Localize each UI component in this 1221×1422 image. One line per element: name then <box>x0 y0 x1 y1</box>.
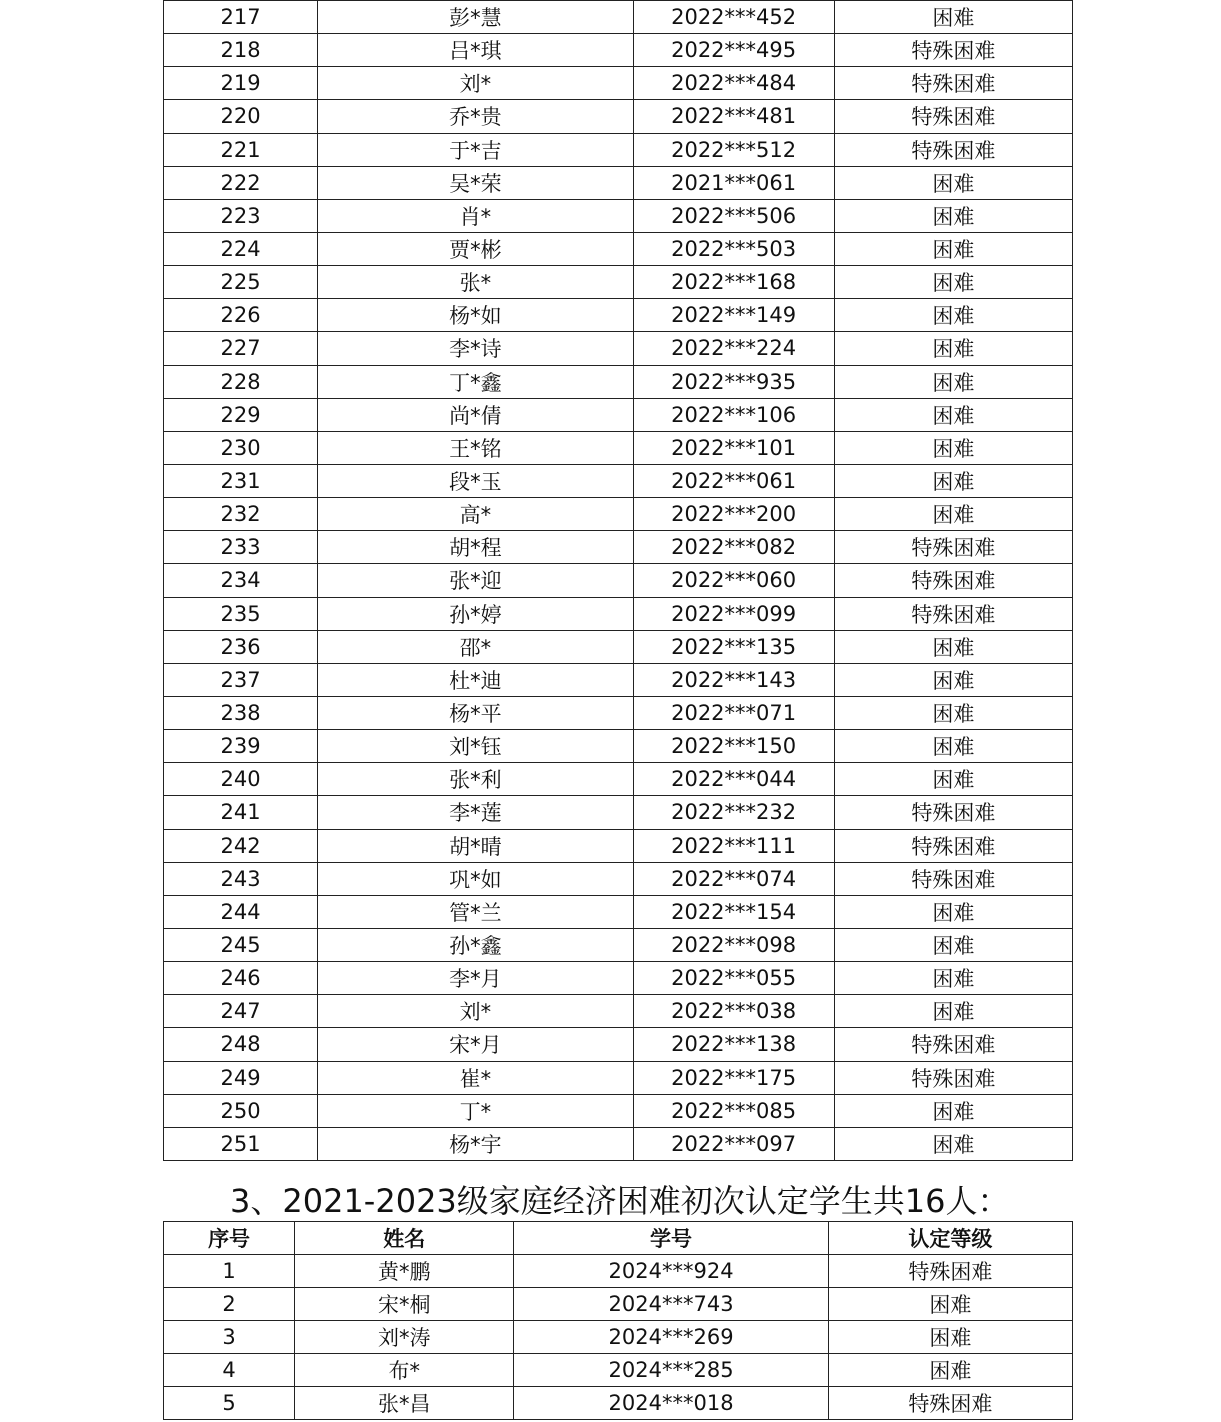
section-heading: 3、2021-2023级家庭经济困难初次认定学生共16人： <box>230 1182 1010 1220</box>
table-row <box>164 431 1073 464</box>
table-row <box>164 862 1073 895</box>
cell-recognition-level: 困难 <box>834 431 1072 464</box>
cell-student-id: 2022***935 <box>633 365 834 398</box>
cell-serial-number: 247 <box>164 995 318 1028</box>
cell-student-id: 2022***060 <box>633 564 834 597</box>
cell-name: 肖* <box>318 199 633 232</box>
cell-name: 张*迎 <box>318 564 633 597</box>
cell-recognition-level: 困难 <box>834 1 1072 34</box>
table-row <box>164 166 1073 199</box>
cell-name: 张*昌 <box>295 1387 514 1420</box>
cell-student-id: 2022***061 <box>633 464 834 497</box>
cell-name: 丁* <box>318 1094 633 1127</box>
table-row <box>164 928 1073 961</box>
cell-recognition-level: 困难 <box>834 730 1072 763</box>
cell-student-id: 2022***074 <box>633 862 834 895</box>
cell-name: 杨*宇 <box>318 1127 633 1160</box>
header-recognition-level: 认定等级 <box>828 1222 1072 1255</box>
cell-name: 李*月 <box>318 962 633 995</box>
cell-student-id: 2022***512 <box>633 133 834 166</box>
cell-recognition-level: 困难 <box>834 232 1072 265</box>
cell-recognition-level: 困难 <box>834 166 1072 199</box>
cell-serial-number: 220 <box>164 100 318 133</box>
cell-recognition-level: 特殊困难 <box>828 1387 1072 1420</box>
table-row <box>164 1094 1073 1127</box>
cell-recognition-level: 特殊困难 <box>834 34 1072 67</box>
table-row <box>164 730 1073 763</box>
table-row <box>164 199 1073 232</box>
cell-name: 刘*钰 <box>318 730 633 763</box>
cell-serial-number: 240 <box>164 763 318 796</box>
cell-student-id: 2022***224 <box>633 332 834 365</box>
cell-serial-number: 226 <box>164 299 318 332</box>
cell-name: 彭*慧 <box>318 1 633 34</box>
cell-student-id: 2022***044 <box>633 763 834 796</box>
table-row <box>164 1127 1073 1160</box>
cell-name: 段*玉 <box>318 464 633 497</box>
cell-recognition-level: 困难 <box>834 928 1072 961</box>
cell-serial-number: 3 <box>164 1321 295 1354</box>
cell-serial-number: 225 <box>164 266 318 299</box>
student-table-continued <box>163 0 1073 1161</box>
table-row <box>164 1288 1073 1321</box>
cell-recognition-level: 特殊困难 <box>834 597 1072 630</box>
cell-serial-number: 241 <box>164 796 318 829</box>
cell-recognition-level: 特殊困难 <box>834 67 1072 100</box>
table-row <box>164 895 1073 928</box>
table-row <box>164 1255 1073 1288</box>
cell-name: 尚*倩 <box>318 398 633 431</box>
cell-name: 乔*贵 <box>318 100 633 133</box>
cell-name: 宋*桐 <box>295 1288 514 1321</box>
initial-recognition-table <box>163 1221 1073 1420</box>
cell-serial-number: 222 <box>164 166 318 199</box>
table-header <box>164 1222 1073 1255</box>
cell-recognition-level: 困难 <box>834 995 1072 1028</box>
cell-recognition-level: 特殊困难 <box>834 1061 1072 1094</box>
cell-name: 张* <box>318 266 633 299</box>
table-row <box>164 266 1073 299</box>
cell-serial-number: 217 <box>164 1 318 34</box>
cell-serial-number: 238 <box>164 696 318 729</box>
table-row <box>164 232 1073 265</box>
cell-student-id: 2022***150 <box>633 730 834 763</box>
cell-recognition-level: 困难 <box>834 1127 1072 1160</box>
table-row <box>164 962 1073 995</box>
table-row <box>164 1061 1073 1094</box>
cell-name: 巩*如 <box>318 862 633 895</box>
cell-recognition-level: 特殊困难 <box>834 100 1072 133</box>
initial-recognition-table-body <box>164 1255 1073 1420</box>
cell-recognition-level: 困难 <box>834 266 1072 299</box>
cell-student-id: 2022***484 <box>633 67 834 100</box>
table-row <box>164 531 1073 564</box>
cell-name: 黄*鹏 <box>295 1255 514 1288</box>
cell-serial-number: 2 <box>164 1288 295 1321</box>
table-row <box>164 829 1073 862</box>
cell-name: 李*诗 <box>318 332 633 365</box>
cell-student-id: 2022***099 <box>633 597 834 630</box>
cell-recognition-level: 困难 <box>834 299 1072 332</box>
table-row <box>164 796 1073 829</box>
cell-name: 孙*鑫 <box>318 928 633 961</box>
cell-serial-number: 248 <box>164 1028 318 1061</box>
cell-name: 杨*如 <box>318 299 633 332</box>
cell-recognition-level: 特殊困难 <box>834 564 1072 597</box>
cell-serial-number: 5 <box>164 1387 295 1420</box>
cell-serial-number: 242 <box>164 829 318 862</box>
cell-recognition-level: 困难 <box>834 365 1072 398</box>
cell-serial-number: 232 <box>164 498 318 531</box>
cell-serial-number: 219 <box>164 67 318 100</box>
cell-student-id: 2022***481 <box>633 100 834 133</box>
table-row <box>164 696 1073 729</box>
cell-serial-number: 244 <box>164 895 318 928</box>
cell-serial-number: 251 <box>164 1127 318 1160</box>
cell-name: 布* <box>295 1354 514 1387</box>
table-row <box>164 763 1073 796</box>
cell-name: 宋*月 <box>318 1028 633 1061</box>
header-student-id: 学号 <box>514 1222 828 1255</box>
cell-name: 杨*平 <box>318 696 633 729</box>
cell-name: 杜*迪 <box>318 663 633 696</box>
cell-name: 孙*婷 <box>318 597 633 630</box>
table-row <box>164 299 1073 332</box>
header-row <box>164 1222 1073 1255</box>
header-serial-number: 序号 <box>164 1222 295 1255</box>
cell-student-id: 2024***285 <box>514 1354 828 1387</box>
cell-serial-number: 223 <box>164 199 318 232</box>
cell-serial-number: 227 <box>164 332 318 365</box>
table-row <box>164 995 1073 1028</box>
cell-serial-number: 250 <box>164 1094 318 1127</box>
cell-serial-number: 218 <box>164 34 318 67</box>
cell-recognition-level: 困难 <box>834 895 1072 928</box>
cell-recognition-level: 困难 <box>834 398 1072 431</box>
cell-name: 胡*晴 <box>318 829 633 862</box>
cell-serial-number: 243 <box>164 862 318 895</box>
student-table-continued-body <box>164 1 1073 1161</box>
cell-serial-number: 4 <box>164 1354 295 1387</box>
table-row <box>164 100 1073 133</box>
cell-student-id: 2022***055 <box>633 962 834 995</box>
cell-recognition-level: 困难 <box>834 199 1072 232</box>
cell-serial-number: 1 <box>164 1255 295 1288</box>
table-row <box>164 1321 1073 1354</box>
cell-student-id: 2024***743 <box>514 1288 828 1321</box>
cell-name: 刘* <box>318 995 633 1028</box>
cell-student-id: 2022***085 <box>633 1094 834 1127</box>
cell-name: 吕*琪 <box>318 34 633 67</box>
cell-recognition-level: 困难 <box>828 1321 1072 1354</box>
table-row <box>164 1354 1073 1387</box>
cell-recognition-level: 困难 <box>834 763 1072 796</box>
cell-serial-number: 246 <box>164 962 318 995</box>
cell-student-id: 2022***506 <box>633 199 834 232</box>
table-row <box>164 464 1073 497</box>
table-row <box>164 663 1073 696</box>
cell-name: 丁*鑫 <box>318 365 633 398</box>
cell-recognition-level: 困难 <box>828 1354 1072 1387</box>
cell-student-id: 2022***232 <box>633 796 834 829</box>
cell-student-id: 2024***018 <box>514 1387 828 1420</box>
cell-student-id: 2022***106 <box>633 398 834 431</box>
cell-student-id: 2022***495 <box>633 34 834 67</box>
cell-name: 贾*彬 <box>318 232 633 265</box>
cell-name: 刘* <box>318 67 633 100</box>
cell-recognition-level: 困难 <box>834 498 1072 531</box>
table-row <box>164 564 1073 597</box>
cell-name: 胡*程 <box>318 531 633 564</box>
cell-recognition-level: 困难 <box>834 696 1072 729</box>
table-row <box>164 597 1073 630</box>
header-name: 姓名 <box>295 1222 514 1255</box>
cell-student-id: 2022***154 <box>633 895 834 928</box>
cell-name: 李*莲 <box>318 796 633 829</box>
cell-student-id: 2022***200 <box>633 498 834 531</box>
cell-student-id: 2022***503 <box>633 232 834 265</box>
cell-serial-number: 231 <box>164 464 318 497</box>
cell-name: 张*利 <box>318 763 633 796</box>
cell-recognition-level: 特殊困难 <box>834 796 1072 829</box>
cell-name: 邵* <box>318 630 633 663</box>
cell-serial-number: 236 <box>164 630 318 663</box>
cell-serial-number: 237 <box>164 663 318 696</box>
cell-name: 管*兰 <box>318 895 633 928</box>
cell-student-id: 2022***101 <box>633 431 834 464</box>
cell-recognition-level: 特殊困难 <box>834 862 1072 895</box>
cell-recognition-level: 特殊困难 <box>834 133 1072 166</box>
cell-student-id: 2022***071 <box>633 696 834 729</box>
cell-serial-number: 239 <box>164 730 318 763</box>
cell-recognition-level: 困难 <box>834 962 1072 995</box>
cell-student-id: 2022***098 <box>633 928 834 961</box>
cell-name: 于*吉 <box>318 133 633 166</box>
cell-recognition-level: 特殊困难 <box>834 1028 1072 1061</box>
cell-serial-number: 233 <box>164 531 318 564</box>
cell-student-id: 2022***149 <box>633 299 834 332</box>
table-row <box>164 365 1073 398</box>
cell-recognition-level: 特殊困难 <box>834 531 1072 564</box>
cell-serial-number: 224 <box>164 232 318 265</box>
cell-name: 刘*涛 <box>295 1321 514 1354</box>
table-row <box>164 34 1073 67</box>
cell-student-id: 2022***143 <box>633 663 834 696</box>
cell-recognition-level: 困难 <box>834 663 1072 696</box>
cell-recognition-level: 特殊困难 <box>828 1255 1072 1288</box>
cell-student-id: 2022***111 <box>633 829 834 862</box>
cell-serial-number: 230 <box>164 431 318 464</box>
table-row <box>164 133 1073 166</box>
cell-serial-number: 234 <box>164 564 318 597</box>
cell-student-id: 2022***038 <box>633 995 834 1028</box>
cell-student-id: 2022***082 <box>633 531 834 564</box>
cell-serial-number: 228 <box>164 365 318 398</box>
table-row <box>164 1387 1073 1420</box>
cell-student-id: 2024***924 <box>514 1255 828 1288</box>
table-row <box>164 1 1073 34</box>
cell-student-id: 2024***269 <box>514 1321 828 1354</box>
cell-recognition-level: 困难 <box>834 630 1072 663</box>
table-row <box>164 498 1073 531</box>
cell-name: 王*铭 <box>318 431 633 464</box>
table-row <box>164 1028 1073 1061</box>
cell-serial-number: 235 <box>164 597 318 630</box>
cell-recognition-level: 困难 <box>834 332 1072 365</box>
cell-student-id: 2022***168 <box>633 266 834 299</box>
cell-student-id: 2022***138 <box>633 1028 834 1061</box>
cell-serial-number: 229 <box>164 398 318 431</box>
table-row <box>164 630 1073 663</box>
cell-name: 高* <box>318 498 633 531</box>
cell-serial-number: 245 <box>164 928 318 961</box>
cell-student-id: 2022***452 <box>633 1 834 34</box>
cell-student-id: 2022***135 <box>633 630 834 663</box>
cell-student-id: 2022***175 <box>633 1061 834 1094</box>
cell-recognition-level: 困难 <box>834 1094 1072 1127</box>
cell-student-id: 2021***061 <box>633 166 834 199</box>
table-row <box>164 398 1073 431</box>
table-row <box>164 67 1073 100</box>
cell-recognition-level: 特殊困难 <box>834 829 1072 862</box>
cell-recognition-level: 困难 <box>828 1288 1072 1321</box>
cell-serial-number: 249 <box>164 1061 318 1094</box>
cell-serial-number: 221 <box>164 133 318 166</box>
table-row <box>164 332 1073 365</box>
cell-recognition-level: 困难 <box>834 464 1072 497</box>
cell-name: 崔* <box>318 1061 633 1094</box>
cell-student-id: 2022***097 <box>633 1127 834 1160</box>
cell-name: 吴*荣 <box>318 166 633 199</box>
